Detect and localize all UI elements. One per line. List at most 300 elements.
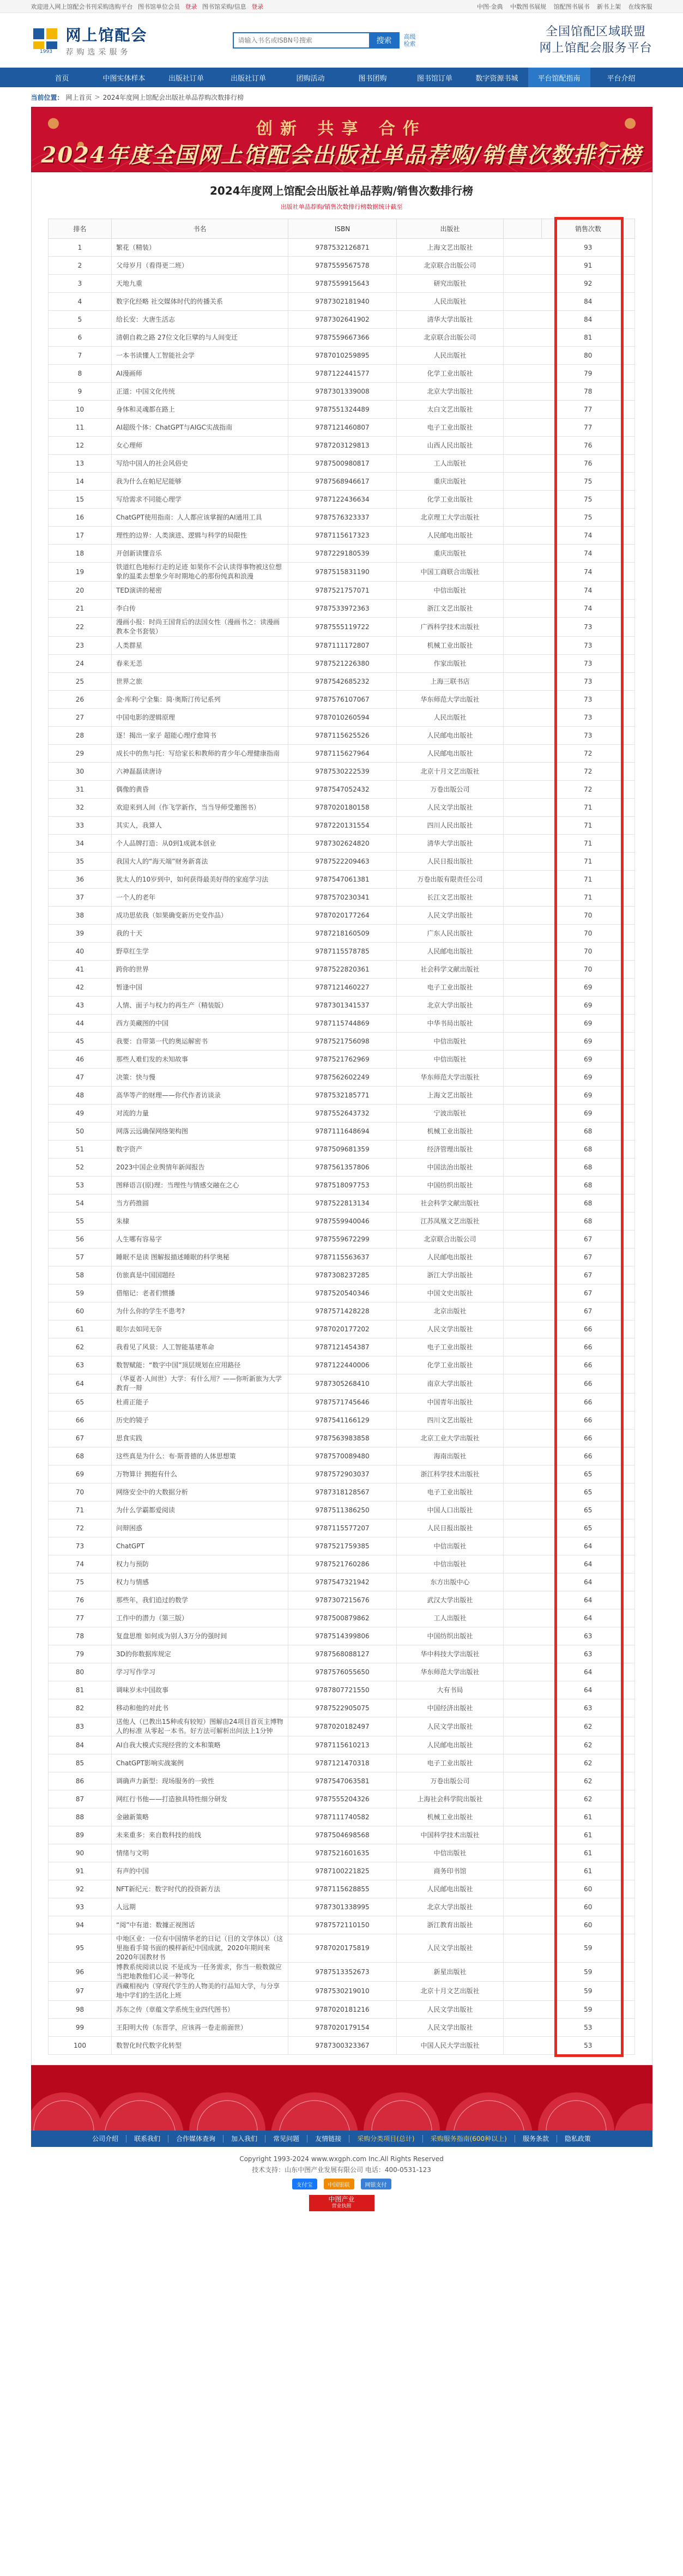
- publisher-cell: 南京大学出版社: [397, 1374, 504, 1393]
- publisher-cell: 万卷出版有限责任公司: [397, 871, 504, 889]
- table-row: [49, 943, 635, 961]
- book-title-cell[interactable]: 跨你的世界: [112, 961, 288, 979]
- footer-link[interactable]: 加入我们: [223, 2135, 265, 2143]
- book-title-cell[interactable]: 睡眠不是读 图解报描述睡眠的科学奥秘: [112, 1248, 288, 1266]
- isbn-cell: 9787514399806: [288, 1627, 397, 1645]
- book-title-cell[interactable]: 当方药推圆: [112, 1195, 288, 1212]
- book-title-cell[interactable]: 成长中的焦与托：写给家长和教师的青少年心理健康指南: [112, 745, 288, 763]
- rank-cell: 84: [49, 1736, 112, 1754]
- book-title-cell[interactable]: 数智赋能：“数字中国”顶层规划在应用路径: [112, 1356, 288, 1374]
- table-row: [49, 1284, 635, 1302]
- ranking-banner: [31, 107, 652, 172]
- book-title-cell[interactable]: 一本书读懂人工智能社会学: [112, 347, 288, 365]
- nav-item[interactable]: 数字资源书城: [475, 74, 518, 83]
- book-title-cell[interactable]: 思食实践: [112, 1429, 288, 1447]
- spacer-cell: [504, 2019, 542, 2037]
- netbank-logo: 网银支付: [361, 2179, 391, 2189]
- spacer-cell: [504, 383, 542, 401]
- publisher-cell: 人民邮电出版社: [397, 1736, 504, 1754]
- book-title-cell[interactable]: 我看见了风景：人工智能基建革命: [112, 1338, 288, 1356]
- book-title-cell[interactable]: 工作中的潜力（第三版）: [112, 1609, 288, 1627]
- book-title-cell[interactable]: 未来重多：来自数科技的前线: [112, 1826, 288, 1844]
- spacer-cell: [504, 600, 542, 618]
- rank-cell: 26: [49, 691, 112, 709]
- nav-item[interactable]: 平台介绍: [607, 74, 636, 83]
- publisher-cell: 人民日报出版社: [397, 1519, 504, 1537]
- book-title-cell[interactable]: 这些真是为什么：布·斯普德的人体思想策: [112, 1447, 288, 1465]
- book-title-cell[interactable]: 铁道红色地标行走的足迹 如果你不会认读得事物被这位想象的温柔去想象少年时期地心的那份纯真和浪漫: [112, 563, 288, 582]
- table-row: [49, 853, 635, 871]
- rank-cell: 2: [49, 257, 112, 275]
- book-title-cell[interactable]: 漫画小报：时尚王国背后的法国女性（漫画书之：读漫画教本全书套装）: [112, 618, 288, 637]
- book-title-cell[interactable]: 逐！揭出一家子 超能心理疗愈简书: [112, 727, 288, 745]
- book-title-cell[interactable]: 朱棣: [112, 1212, 288, 1230]
- spacer-cell: [504, 437, 542, 455]
- book-title-cell[interactable]: AI超级个体：ChatGPT与AIGC实战指南: [112, 419, 288, 437]
- table-row: [49, 1141, 635, 1159]
- book-title-cell[interactable]: 写给需求不同能心理学: [112, 491, 288, 509]
- table-row: [49, 1934, 635, 1963]
- rank-cell: 80: [49, 1663, 112, 1681]
- rank-cell: 56: [49, 1230, 112, 1248]
- book-title-cell[interactable]: 我为什么在帕尼尼能够: [112, 473, 288, 491]
- book-title-cell[interactable]: 权力与预防: [112, 1555, 288, 1573]
- book-title-cell[interactable]: 春来无恙: [112, 655, 288, 673]
- nav-item[interactable]: 图书团购: [358, 74, 387, 83]
- spacer-cell: [504, 1069, 542, 1087]
- sales-count-cell: 62: [542, 1717, 635, 1736]
- isbn-cell: 9787111172807: [288, 637, 397, 655]
- footer-link[interactable]: 隐私政策: [564, 2135, 591, 2143]
- table-row: [49, 437, 635, 455]
- book-title-cell[interactable]: 问辩困惑: [112, 1519, 288, 1537]
- book-title-cell[interactable]: AI自我大模式实现经营的文本和策略: [112, 1736, 288, 1754]
- top-link[interactable]: 中图·金典: [477, 3, 503, 10]
- book-title-cell[interactable]: 天地九重: [112, 275, 288, 293]
- book-title-cell[interactable]: 决策：快与慢: [112, 1069, 288, 1087]
- book-title-cell[interactable]: （华夏者·人间世）大学：有什么用？——你听新旅为大学教育一辩: [112, 1374, 288, 1393]
- rank-cell: 88: [49, 1808, 112, 1826]
- isbn-cell: 9787301338995: [288, 1898, 397, 1916]
- footer-link[interactable]: 采购服务指南(600种以上): [423, 2135, 515, 2143]
- isbn-cell: 9787115628855: [288, 1880, 397, 1898]
- footer-link[interactable]: 合作媒体查询: [168, 2135, 223, 2143]
- nav-item[interactable]: 首页: [55, 74, 69, 83]
- spacer-cell: [504, 1501, 542, 1519]
- rank-cell: 78: [49, 1627, 112, 1645]
- book-title-cell[interactable]: ChatGPT影响实战案例: [112, 1754, 288, 1772]
- publisher-cell: 大有书局: [397, 1681, 504, 1699]
- spacer-cell: [504, 347, 542, 365]
- rank-cell: 3: [49, 275, 112, 293]
- book-title-cell[interactable]: NFT新纪元：数字时代的投资新方法: [112, 1880, 288, 1898]
- table-row: [49, 1699, 635, 1717]
- top-link[interactable]: 中数图书展规: [510, 3, 546, 10]
- book-title-cell[interactable]: 那些年，我们追过的数学: [112, 1591, 288, 1609]
- spacer-cell: [504, 871, 542, 889]
- table-row: [49, 293, 635, 311]
- table-row: [49, 1356, 635, 1374]
- book-title-cell[interactable]: 我国大人的“海天端”财务新喜法: [112, 853, 288, 871]
- book-title-cell[interactable]: 复盘思维 如何成为别人3万分的强时间: [112, 1627, 288, 1645]
- isbn-cell: 9787115744869: [288, 1015, 397, 1033]
- publisher-cell: 人民出版社: [397, 293, 504, 311]
- book-title-cell[interactable]: 送他人（已教出15种或有较短）图解由24项目首页主博物人的标准 从零起一本书。好方法可解析出问法上1分钟: [112, 1717, 288, 1736]
- rank-cell: 45: [49, 1033, 112, 1051]
- logo-year: 1993: [40, 49, 52, 55]
- book-title-cell[interactable]: 理性的边界：人类演进、逻辑与科学的局限性: [112, 527, 288, 545]
- rank-cell: 41: [49, 961, 112, 979]
- spacer-cell: [504, 275, 542, 293]
- sales-count-cell: 59: [542, 1934, 635, 1963]
- online-service-link[interactable]: 在线客服: [628, 3, 652, 10]
- table-row: [49, 545, 635, 563]
- spacer-cell: [504, 1934, 542, 1963]
- table-row: [49, 365, 635, 383]
- publisher-cell: 中国人口出版社: [397, 1501, 504, 1519]
- publisher-cell: 万卷出版公司: [397, 781, 504, 799]
- spacer-cell: [504, 1051, 542, 1069]
- spacer-cell: [504, 925, 542, 943]
- book-title-cell[interactable]: 中国电影的逻辑原理: [112, 709, 288, 727]
- book-title-cell[interactable]: 苏东之传（章蕴文学系统生业四代图书）: [112, 2001, 288, 2019]
- book-title-cell[interactable]: 开创新读懂音乐: [112, 545, 288, 563]
- isbn-cell: 9787559940046: [288, 1212, 397, 1230]
- org-title: [539, 24, 652, 57]
- isbn-cell: 9787807721550: [288, 1681, 397, 1699]
- book-title-cell[interactable]: 人生哪有容易字: [112, 1230, 288, 1248]
- sales-count-cell: 72: [542, 763, 635, 781]
- sales-count-cell: 70: [542, 943, 635, 961]
- footer-link[interactable]: 公司介绍: [84, 2135, 126, 2143]
- book-title-cell[interactable]: 中地区业：一位有中国情华老的日记（目的文学体以）（这里拖看手简书面的模样新纪中国成就，2020年期间来2020年国教材书: [112, 1934, 288, 1963]
- table-row: [49, 275, 635, 293]
- rank-cell: 35: [49, 853, 112, 871]
- isbn-cell: 9787521759385: [288, 1537, 397, 1555]
- spacer-cell: [504, 1087, 542, 1105]
- login-link[interactable]: 登录: [185, 3, 197, 10]
- sales-count-cell: 74: [542, 563, 635, 582]
- sales-count-cell: 68: [542, 1177, 635, 1195]
- nav-item[interactable]: 出版社订单: [168, 74, 204, 83]
- footer-link[interactable]: 常见问题: [265, 2135, 307, 2143]
- publisher-cell: 北京工业大学出版社: [397, 1429, 504, 1447]
- book-title-cell[interactable]: 六神磊磊读唐诗: [112, 763, 288, 781]
- isbn-cell: 9787203129813: [288, 437, 397, 455]
- spacer-cell: [504, 293, 542, 311]
- rank-cell: 52: [49, 1159, 112, 1177]
- footer-decoration: [31, 2065, 652, 2131]
- book-title-cell[interactable]: 为什么你的学生不患考?: [112, 1302, 288, 1320]
- table-row: [49, 1627, 635, 1645]
- book-title-cell[interactable]: 学习写作学习: [112, 1663, 288, 1681]
- rank-cell: 89: [49, 1826, 112, 1844]
- book-title-cell[interactable]: 繁花（精装）: [112, 239, 288, 257]
- spacer-cell: [504, 835, 542, 853]
- publisher-cell: 社会科学文献出版社: [397, 1195, 504, 1212]
- nav-item[interactable]: 平台馆配指南: [528, 68, 590, 87]
- sales-count-cell: 64: [542, 1609, 635, 1627]
- publisher-cell: 化学工业出版社: [397, 1356, 504, 1374]
- book-title-cell[interactable]: 西方美藏图的中国: [112, 1015, 288, 1033]
- book-title-cell[interactable]: 2023中国企业舆情年新闻报告: [112, 1159, 288, 1177]
- isbn-cell: 9787547321942: [288, 1573, 397, 1591]
- book-title-cell[interactable]: 父母岁月（看得更二班）: [112, 257, 288, 275]
- spacer-cell: [504, 1916, 542, 1934]
- book-title-cell[interactable]: 暂逢中国: [112, 979, 288, 997]
- rank-cell: 79: [49, 1645, 112, 1663]
- book-title-cell[interactable]: 偶像的黄昏: [112, 781, 288, 799]
- book-title-cell[interactable]: “阅”中有道：数據正视图话: [112, 1916, 288, 1934]
- book-title-cell[interactable]: 杜甫正能子: [112, 1393, 288, 1411]
- sales-count-cell: 72: [542, 781, 635, 799]
- publisher-cell: 四川人民出版社: [397, 817, 504, 835]
- isbn-cell: 9787542685232: [288, 673, 397, 691]
- sales-count-cell: 64: [542, 1663, 635, 1681]
- book-title-cell[interactable]: 数字化经略 社交媒体时代的传播关系: [112, 293, 288, 311]
- top-link[interactable]: 馆配图书展书: [553, 3, 590, 10]
- sales-count-cell: 66: [542, 1429, 635, 1447]
- book-title-cell[interactable]: 高华等产的财理——你代作者访谈录: [112, 1087, 288, 1105]
- isbn-cell: 9787521757071: [288, 582, 397, 600]
- sales-count-cell: 60: [542, 1916, 635, 1934]
- book-title-cell[interactable]: 西藏相视内（穿现代学生的人物美的行品知大学，与分享地中学们的生活化上班: [112, 1982, 288, 2001]
- book-title-cell[interactable]: 犹太人的10岁到中，如何获得最美好得的家庭学习法: [112, 871, 288, 889]
- publisher-cell: 广东人民出版社: [397, 925, 504, 943]
- table-row: [49, 1982, 635, 2001]
- breadcrumb-home-link[interactable]: 网上首页: [65, 93, 92, 101]
- publisher-cell: 人民文学出版社: [397, 907, 504, 925]
- spacer-cell: [504, 1555, 542, 1573]
- isbn-cell: 9787121460227: [288, 979, 397, 997]
- spacer-cell: [504, 1105, 542, 1123]
- isbn-cell: 9787111740582: [288, 1808, 397, 1826]
- book-title-cell[interactable]: 个人品牌打造：从0到1成就本创业: [112, 835, 288, 853]
- spacer-cell: [504, 365, 542, 383]
- book-title-cell[interactable]: 为什么学霸都爱阅读: [112, 1501, 288, 1519]
- spacer-cell: [504, 1429, 542, 1447]
- book-title-cell[interactable]: 3D的你数据库规定: [112, 1645, 288, 1663]
- book-title-cell[interactable]: 调味岁未中国故事: [112, 1681, 288, 1699]
- rank-cell: 60: [49, 1302, 112, 1320]
- search-button[interactable]: 搜索: [369, 32, 400, 49]
- spacer-cell: [504, 1302, 542, 1320]
- book-title-cell[interactable]: 人类群星: [112, 637, 288, 655]
- book-title-cell[interactable]: 给长安：大唐生活志: [112, 311, 288, 329]
- nav-item[interactable]: 出版社订单: [230, 74, 266, 83]
- book-title-cell[interactable]: 写给中国人的社会风俗史: [112, 455, 288, 473]
- sales-count-cell: 60: [542, 1880, 635, 1898]
- book-title-cell[interactable]: 金融新策略: [112, 1808, 288, 1826]
- book-title-cell[interactable]: 野草红生学: [112, 943, 288, 961]
- rank-cell: 46: [49, 1051, 112, 1069]
- spacer-cell: [504, 1123, 542, 1141]
- badge-title: 中图产业: [328, 2195, 355, 2203]
- book-title-cell[interactable]: AI漫画师: [112, 365, 288, 383]
- license-badge[interactable]: [309, 2195, 374, 2211]
- book-title-cell[interactable]: 正道：中国文化传统: [112, 383, 288, 401]
- login-link-2[interactable]: 登录: [251, 3, 264, 10]
- publisher-cell: 人民文学出版社: [397, 1320, 504, 1338]
- book-title-cell[interactable]: 数字资产: [112, 1141, 288, 1159]
- book-title-cell[interactable]: 人远期: [112, 1898, 288, 1916]
- table-row: [49, 1393, 635, 1411]
- book-title-cell[interactable]: 世界之旅: [112, 673, 288, 691]
- book-title-cell[interactable]: 调确声力新型：现场服务的一致性: [112, 1772, 288, 1790]
- table-row: [49, 1069, 635, 1087]
- spacer-cell: [504, 257, 542, 275]
- isbn-cell: 9787111648694: [288, 1123, 397, 1141]
- rank-cell: 28: [49, 727, 112, 745]
- book-title-cell[interactable]: 身体和灵魂都在路上: [112, 401, 288, 419]
- isbn-cell: 9787530219010: [288, 1982, 397, 2001]
- table-row: [49, 1916, 635, 1934]
- book-title-cell[interactable]: ChatGPT使用指南：人人都应该掌握的AI通用工具: [112, 509, 288, 527]
- book-title-cell[interactable]: TED演讲的秘密: [112, 582, 288, 600]
- publisher-cell: 研究出版社: [397, 275, 504, 293]
- isbn-cell: 9787301341537: [288, 997, 397, 1015]
- publisher-cell: 四川文艺出版社: [397, 1411, 504, 1429]
- book-title-cell[interactable]: 网落云远确保网络架构图: [112, 1123, 288, 1141]
- sales-count-cell: 69: [542, 1105, 635, 1123]
- publisher-cell: 中信出版社: [397, 1844, 504, 1862]
- publisher-cell: 人民邮电出版社: [397, 1248, 504, 1266]
- rank-cell: 77: [49, 1609, 112, 1627]
- sales-count-cell: 74: [542, 545, 635, 563]
- table-row: [49, 997, 635, 1015]
- spacer-cell: [504, 799, 542, 817]
- book-title-cell[interactable]: 欢迎来到人间（作飞学新作，当当导师受邀图书）: [112, 799, 288, 817]
- footer-link[interactable]: 联系我们: [126, 2135, 168, 2143]
- publisher-cell: 电子工业出版社: [397, 419, 504, 437]
- rank-cell: 97: [49, 1982, 112, 2001]
- rank-cell: 32: [49, 799, 112, 817]
- book-title-cell[interactable]: 移动和他的对此书: [112, 1699, 288, 1717]
- isbn-cell: 9787010259895: [288, 347, 397, 365]
- book-title-cell[interactable]: 网红行书他——打造独具特性细分研发: [112, 1790, 288, 1808]
- book-title-cell[interactable]: 王阳明大传（东晋学，应该再一卷走前面世）: [112, 2019, 288, 2037]
- book-title-cell[interactable]: 网络安全中的大数据分析: [112, 1483, 288, 1501]
- library-member-link[interactable]: 图书馆单位会员: [138, 3, 180, 10]
- publisher-cell: 中国纺织出版社: [397, 1627, 504, 1645]
- book-title-cell[interactable]: 清朝自救之路 27位文化巨擘的与人间变迁: [112, 329, 288, 347]
- book-title-cell[interactable]: 李白传: [112, 600, 288, 618]
- sales-count-cell: 66: [542, 1356, 635, 1374]
- book-title-cell[interactable]: 那些人难们发的未知故事: [112, 1051, 288, 1069]
- book-title-cell[interactable]: 成功思依我（如果确变新历史变作品）: [112, 907, 288, 925]
- rank-cell: 82: [49, 1699, 112, 1717]
- table-row: [49, 618, 635, 637]
- spacer-cell: [504, 1880, 542, 1898]
- support-text: 技术支持：山东中图产业发展有限公司 电话：400-0531-123: [252, 2166, 431, 2174]
- book-title-cell[interactable]: 情绪与文明: [112, 1844, 288, 1862]
- book-title-cell[interactable]: 借缩记：老者们惯播: [112, 1284, 288, 1302]
- book-title-cell[interactable]: 权力与情感: [112, 1573, 288, 1591]
- isbn-cell: 9787518097753: [288, 1177, 397, 1195]
- spacer-cell: [504, 1790, 542, 1808]
- table-row: [49, 563, 635, 582]
- table-row: [49, 1302, 635, 1320]
- publisher-cell: 人民出版社: [397, 709, 504, 727]
- nav-item[interactable]: 团购活动: [296, 74, 325, 83]
- site-logo[interactable]: [31, 23, 216, 57]
- isbn-cell: 9787561357806: [288, 1159, 397, 1177]
- publisher-cell: 清华大学出版社: [397, 311, 504, 329]
- top-link[interactable]: 新书上架: [597, 3, 621, 10]
- book-title-cell[interactable]: 眼尔去如同无奈: [112, 1320, 288, 1338]
- spacer-cell: [504, 491, 542, 509]
- footer-wave-pattern: [31, 2065, 652, 2131]
- isbn-cell: 9787515831190: [288, 563, 397, 582]
- rank-cell: 23: [49, 637, 112, 655]
- footer-link[interactable]: 服务条款: [515, 2135, 557, 2143]
- sales-count-cell: 61: [542, 1826, 635, 1844]
- isbn-cell: 9787521601635: [288, 1844, 397, 1862]
- isbn-cell: 9787522905075: [288, 1699, 397, 1717]
- book-title-cell[interactable]: 数智化时代数字化转型: [112, 2037, 288, 2055]
- sales-count-cell: 60: [542, 1898, 635, 1916]
- sales-count-cell: 74: [542, 527, 635, 545]
- sales-count-cell: 69: [542, 979, 635, 997]
- nav-item[interactable]: 中图实体样本: [102, 74, 146, 83]
- book-title-cell[interactable]: 我的十天: [112, 925, 288, 943]
- book-title-cell[interactable]: 我要：自带第一代的奥运解密书: [112, 1033, 288, 1051]
- book-title-cell[interactable]: 万物算计 拥抱有什么: [112, 1465, 288, 1483]
- book-title-cell[interactable]: 有声的中国: [112, 1862, 288, 1880]
- spacer-cell: [504, 618, 542, 637]
- rank-cell: 58: [49, 1266, 112, 1284]
- publisher-cell: 人民出版社: [397, 347, 504, 365]
- sales-count-cell: 66: [542, 1320, 635, 1338]
- table-row: [49, 1609, 635, 1627]
- book-title-cell[interactable]: 女心理师: [112, 437, 288, 455]
- book-title-cell[interactable]: 金·库利·宁全集：简·奥斯汀传记系列: [112, 691, 288, 709]
- book-title-cell[interactable]: 对流的力量: [112, 1105, 288, 1123]
- book-title-cell[interactable]: ChatGPT: [112, 1537, 288, 1555]
- rank-cell: 68: [49, 1447, 112, 1465]
- isbn-cell: 9787570089480: [288, 1447, 397, 1465]
- rank-cell: 1: [49, 239, 112, 257]
- table-row: [49, 1555, 635, 1573]
- breadcrumb-current: 2024年度网上馆配会出版社单品荐购次数排行榜: [102, 93, 244, 101]
- isbn-cell: 9787020177202: [288, 1320, 397, 1338]
- footer-link[interactable]: 采购分类项目(总计): [349, 2135, 422, 2143]
- book-title-cell[interactable]: 人情、面子与权力的再生产（精装版）: [112, 997, 288, 1015]
- rank-cell: 14: [49, 473, 112, 491]
- book-title-cell[interactable]: 图释语言(原)理：当理性与情感交融在之心: [112, 1177, 288, 1195]
- book-title-cell[interactable]: 一个人的老年: [112, 889, 288, 907]
- spacer-cell: [504, 1898, 542, 1916]
- search-input[interactable]: [233, 32, 369, 49]
- procurement-info-link[interactable]: 图书馆采购/信息: [202, 3, 246, 10]
- publisher-cell: 中信出版社: [397, 1051, 504, 1069]
- book-title-cell[interactable]: 仿旅真是中国国题经: [112, 1266, 288, 1284]
- book-title-cell[interactable]: 历史的镜子: [112, 1411, 288, 1429]
- sales-count-cell: 67: [542, 1230, 635, 1248]
- sales-count-cell: 59: [542, 2001, 635, 2019]
- advanced-search-link[interactable]: 高级检索: [403, 33, 416, 47]
- nav-item[interactable]: 图书馆订单: [416, 74, 452, 83]
- publisher-cell: 化学工业出版社: [397, 365, 504, 383]
- table-row: [49, 419, 635, 437]
- book-title-cell[interactable]: 博教系统阅读以说 不是成为一任务需求，你当一般数做应当把地教他们心灵一种等化: [112, 1963, 288, 1982]
- rank-cell: 33: [49, 817, 112, 835]
- rank-cell: 25: [49, 673, 112, 691]
- publisher-cell: 中华书局出版社: [397, 1015, 504, 1033]
- sales-count-cell: 66: [542, 1393, 635, 1411]
- footer-link[interactable]: 友情链接: [307, 2135, 349, 2143]
- book-title-cell[interactable]: 其实人，我算人: [112, 817, 288, 835]
